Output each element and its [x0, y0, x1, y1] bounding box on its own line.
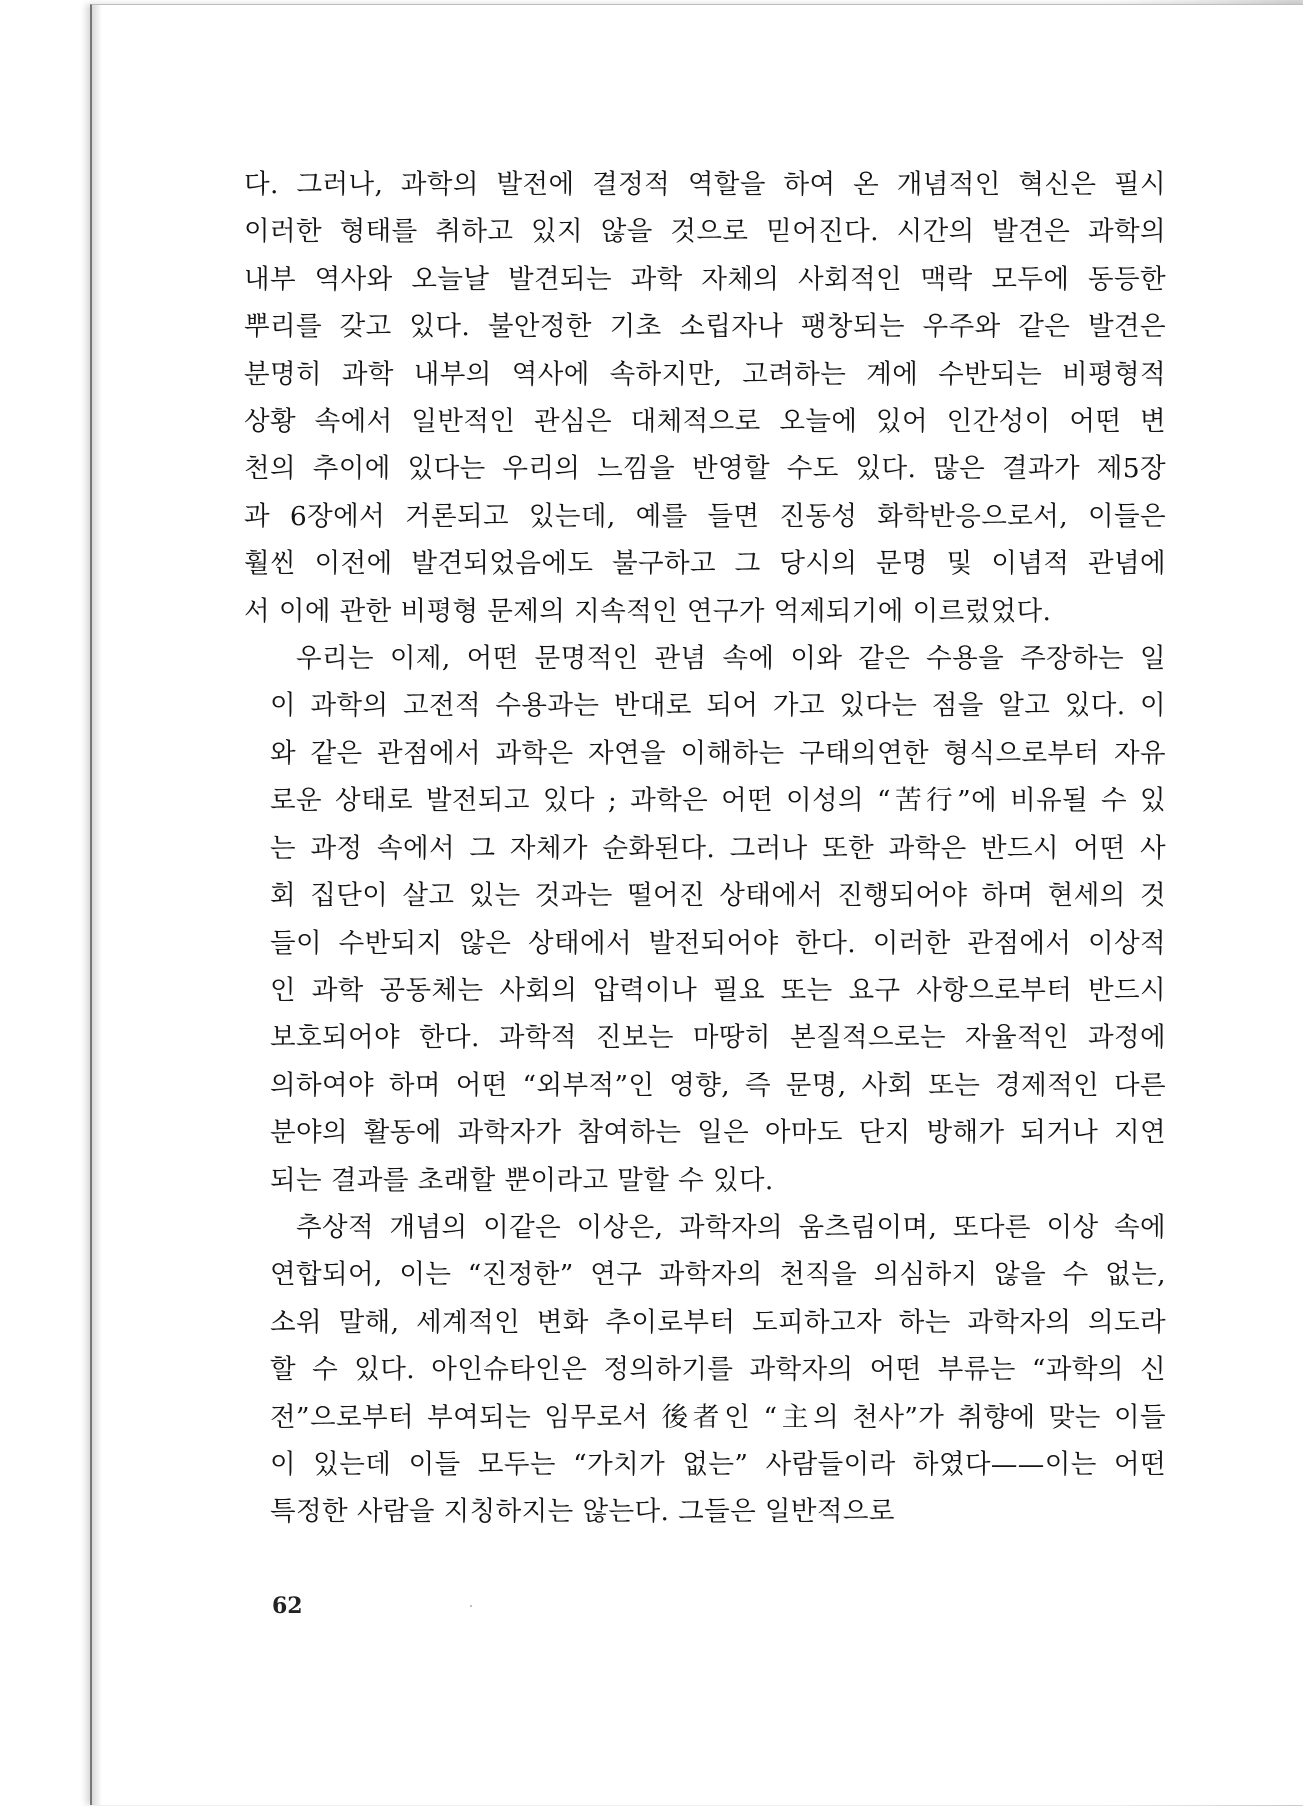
body-text: [244, 161, 1166, 1536]
text-line: 와 같은 관점에서 과학은 자연을 이해하는 구태의연한 형식으로부터 자유: [270, 737, 1166, 769]
page-number: 62: [272, 1593, 303, 1619]
text-line: 연합되어, 이는 “진정한” 연구 과학자의 천직을 의심하지 않을 수 없는,: [270, 1259, 1166, 1291]
text-line: 들이 수반되지 않은 상태에서 발전되어야 한다. 이러한 관점에서 이상적: [270, 927, 1166, 959]
text-line: 이 있는데 이들 모두는 “가치가 없는” 사람들이라 하였다——이는 어떤: [270, 1448, 1166, 1480]
text-line: 분명히 과학 내부의 역사에 속하지만, 고려하는 계에 수반되는 비평형적: [244, 358, 1166, 390]
text-line: 로운 상태로 발전되고 있다 ; 과학은 어떤 이성의 “苦行”에 비유될 수 있: [270, 785, 1166, 817]
text-line: 내부 역사와 오늘날 발견되는 과학 자체의 사회적인 맥락 모두에 동등한: [244, 263, 1166, 295]
text-line: 특정한 사람을 지칭하지는 않는다. 그들은 일반적으로: [270, 1496, 895, 1528]
text-line: 되는 결과를 초래할 뿐이라고 말할 수 있다.: [270, 1164, 774, 1196]
text-line: 서 이에 관한 비평형 문제의 지속적인 연구가 억제되기에 이르렀었다.: [244, 595, 1052, 627]
paragraph: [244, 635, 1166, 1204]
paragraph: [244, 1204, 1166, 1536]
text-line: 이러한 형태를 취하고 있지 않을 것으로 믿어진다. 시간의 발견은 과학의: [244, 216, 1166, 248]
text-line: 상황 속에서 일반적인 관심은 대체적으로 오늘에 있어 인간성이 어떤 변: [244, 406, 1166, 438]
text-line: 과 6장에서 거론되고 있는데, 예를 들면 진동성 화학반응으로서, 이들은: [244, 500, 1166, 532]
text-line: 인 과학 공동체는 사회의 압력이나 필요 또는 요구 사항으로부터 반드시: [270, 974, 1166, 1006]
text-line: 의하여야 하며 어떤 “외부적”인 영향, 즉 문명, 사회 또는 경제적인 다른: [270, 1069, 1166, 1101]
text-line: 우리는 이제, 어떤 문명적인 관념 속에 이와 같은 수용을 주장하는 일: [296, 643, 1166, 675]
page-binding-shadow: [92, 5, 102, 1805]
text-line: 뿌리를 갖고 있다. 불안정한 기초 소립자나 팽창되는 우주와 같은 발견은: [244, 311, 1166, 343]
scan-speck: [470, 1605, 472, 1607]
book-page: [90, 4, 1303, 1805]
text-line: 천의 추이에 있다는 우리의 느낌을 반영할 수도 있다. 많은 결과가 제5장: [244, 453, 1166, 485]
text-line: 다. 그러나, 과학의 발전에 결정적 역할을 하여 온 개념적인 혁신은 필시: [244, 169, 1166, 200]
text-line: 할 수 있다. 아인슈타인은 정의하기를 과학자의 어떤 부류는 “과학의 신: [270, 1354, 1166, 1386]
text-line: 이 과학의 고전적 수용과는 반대로 되어 가고 있다는 점을 알고 있다. 이: [270, 690, 1166, 722]
text-line: 는 과정 속에서 그 자체가 순화된다. 그러나 또한 과학은 반드시 어떤 사: [270, 832, 1166, 864]
text-line: 소위 말해, 세계적인 변화 추이로부터 도피하고자 하는 과학자의 의도라: [270, 1306, 1166, 1338]
text-line: 전”으로부터 부여되는 임무로서 後者인 “主의 천사”가 취향에 맞는 이들: [270, 1401, 1166, 1433]
text-line: 훨씬 이전에 발견되었음에도 불구하고 그 당시의 문명 및 이념적 관념에: [244, 548, 1166, 580]
paragraph: [244, 161, 1166, 635]
text-line: 추상적 개념의 이같은 이상은, 과학자의 움츠림이며, 또다른 이상 속에: [296, 1211, 1166, 1243]
text-line: 보호되어야 한다. 과학적 진보는 마땅히 본질적으로는 자율적인 과정에: [270, 1022, 1166, 1054]
text-line: 분야의 활동에 과학자가 참여하는 일은 아마도 단지 방해가 되거나 지연: [270, 1117, 1166, 1149]
text-line: 회 집단이 살고 있는 것과는 떨어진 상태에서 진행되어야 하며 현세의 것: [270, 880, 1166, 912]
